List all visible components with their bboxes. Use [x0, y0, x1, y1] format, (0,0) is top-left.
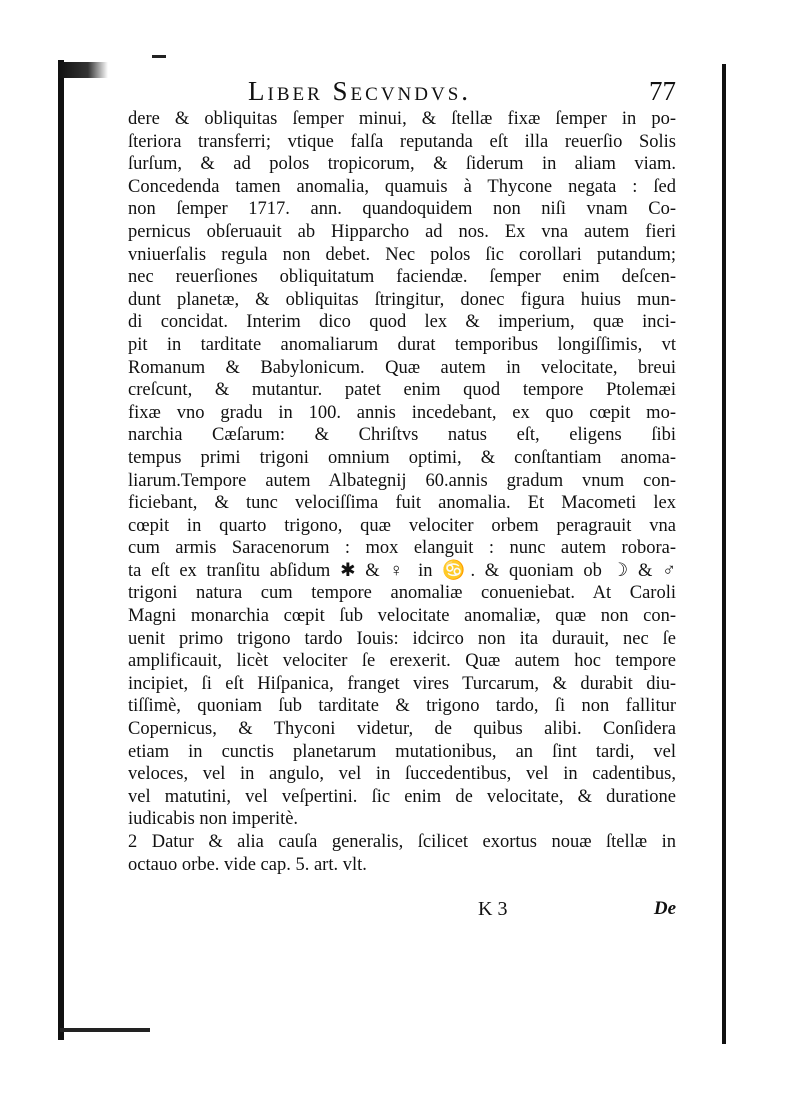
text-line: Concedenda tamen anomalia, quamuis à Thycone negata : ſed [128, 176, 676, 197]
text-line: non ſemper 1717. ann. quandoquidem non niſi vnam Co- [128, 199, 676, 220]
text-line: cum armis Saracenorum : mox elanguit : nunc autem robora- [128, 538, 676, 559]
text-line: trigoni natura cum tempore anomaliæ conueniebat. At Caroli [128, 583, 676, 604]
text-line: ſurſum, & ad polos tropicorum, & ſiderum in aliam viam. [128, 154, 676, 175]
text-line: octauo orbe. vide cap. 5. art. vlt. [128, 854, 367, 875]
text-line: liarum.Tempore autem Albategnij 60.annis gradum vnum con- [128, 470, 676, 491]
page-body [128, 76, 676, 876]
scan-top-mark [152, 55, 166, 58]
text-line: di concidat. Interim dico quod lex & imperium, quæ inci- [128, 312, 676, 333]
text-line: etiam in cunctis planetarum mutationibus, an ſint tardi, vel [128, 741, 676, 762]
text-line: cœpit in quarto trigono, quæ velociter orbem peragrauit vna [128, 515, 676, 536]
text-line: Magni monarchia cœpit ſub velocitate anomaliæ, quæ non con- [128, 606, 676, 627]
catchword: De [653, 898, 676, 919]
text-line: nec reuerſiones obliquitatum faciendæ. ſemper enim deſcen- [128, 267, 676, 288]
running-title: Liber Secvndvs. [248, 76, 472, 106]
text-line: narchia Cæſarum: & Chriſtvs natus eſt, eligens ſibi [128, 425, 676, 446]
signature-mark: K 3 [478, 898, 508, 920]
text-line: dere & obliquitas ſemper minui, & ſtellæ fixæ ſemper in po- [128, 109, 676, 129]
scan-bottom-edge [60, 1028, 150, 1032]
scan-right-edge [722, 64, 726, 1044]
text-block [128, 108, 676, 876]
scan-corner-smear [58, 62, 108, 78]
text-line: uenit primo trigono tardo Iouis: idcirco non ita durauit, nec ſe [128, 628, 676, 649]
text-line: vel matutini, vel veſpertini. ſic enim de velocitate, & duratione [128, 786, 676, 807]
page-footer [128, 898, 676, 928]
text-line: tempus primi trigoni omnium optimi, & conſtantiam anoma- [128, 447, 676, 468]
text-line: amplificauit, licèt velociter ſe erexerit. Quæ autem hoc tempore [128, 651, 676, 672]
text-line: tiſſimè, quoniam ſub tarditate & trigono tardo, ſi non fallitur [128, 696, 676, 717]
text-line: 2 Datur & alia cauſa generalis, ſcilicet exortus nouæ ſtellæ in [128, 832, 676, 852]
text-line: Copernicus, & Thyconi videtur, de quibus alibi. Conſidera [128, 719, 676, 740]
text-line: iudicabis non imperitè. [128, 809, 299, 830]
running-head [128, 76, 676, 108]
text-line: pernicus obſeruauit ab Hipparcho ad nos. Ex vna autem fieri [128, 221, 676, 242]
text-line: ſteriora transferri; vtique falſa reputanda eſt illa reuerſio Solis [128, 131, 676, 152]
scan-left-edge [58, 60, 64, 1040]
text-line: incipiet, ſi eſt Hiſpanica, franget vires Turcarum, & durabit diu- [128, 673, 676, 694]
text-line: vniuerſalis regula non debet. Nec polos ſic corollari putandum; [128, 244, 676, 265]
text-line: creſcunt, & mutantur. patet enim quod tempore Ptolemæi [128, 380, 676, 401]
page-number: 77 [649, 76, 676, 106]
text-line: ta eſt ex tranſitu abſidum ✱ & ♀ in ♋. & quoniam ob ☽ & ♂ [128, 560, 676, 581]
text-line: fixæ vno gradu in 100. annis incedebant, ex quo cœpit mo- [128, 402, 676, 423]
text-line: dunt planetæ, & obliquitas ſtringitur, donec figura huius mun- [128, 289, 676, 310]
text-line: Romanum & Babylonicum. Quæ autem in velocitate, breui [128, 357, 676, 378]
text-line: ficiebant, & tunc velociſſima fuit anomalia. Et Macometi lex [128, 493, 676, 514]
text-line: veloces, vel in angulo, vel in ſuccedentibus, vel in cadentibus, [128, 764, 676, 785]
text-line: pit in tarditate anomaliarum durat temporibus longiſſimis, vt [128, 334, 676, 355]
